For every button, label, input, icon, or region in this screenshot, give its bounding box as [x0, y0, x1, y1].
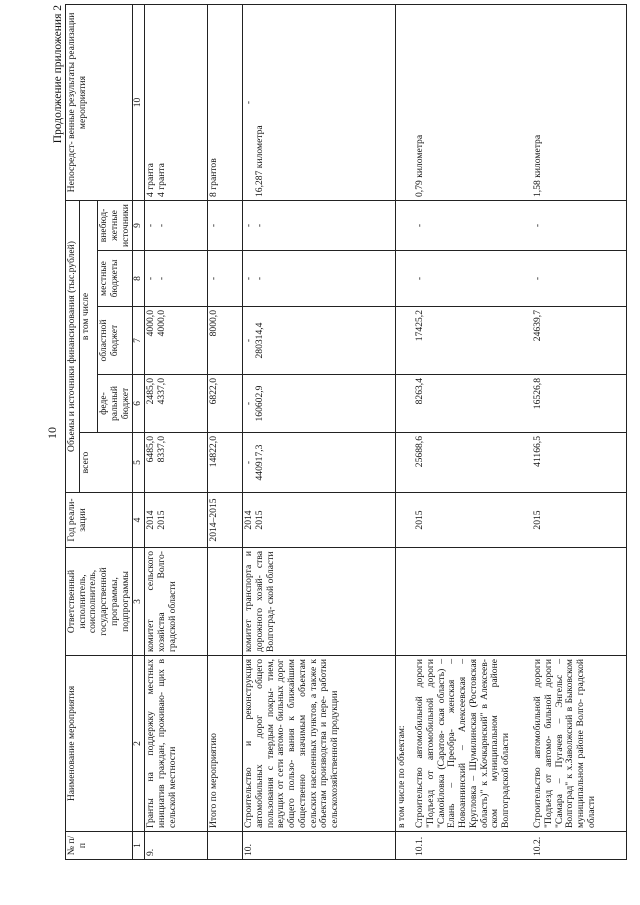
regional-value: 17425,2 [414, 307, 532, 375]
column-number: 6 [133, 375, 145, 433]
row-number [396, 832, 415, 860]
empty-cell [396, 493, 415, 548]
empty-cell [396, 375, 415, 433]
total-value: 440917,3 [253, 444, 265, 481]
empty-cell [396, 200, 415, 250]
column-number: 7 [133, 307, 145, 375]
row-number: 10.2. [532, 832, 627, 860]
page-number: 10 [45, 427, 59, 439]
regional-value: 8000,0 [208, 307, 243, 375]
federal-value: 8263,4 [414, 375, 532, 433]
result-cell [243, 4, 396, 200]
year-value: 2014 [145, 510, 157, 530]
result-value: 16,287 километра [253, 125, 265, 197]
total-cell [145, 433, 208, 493]
federal-value: 4337,0 [155, 378, 167, 405]
result-value: 8 грантов [208, 4, 243, 200]
header-federal: феде- ральный бюджет [98, 375, 133, 433]
result-value: 4 гранта [155, 163, 167, 197]
executor [208, 548, 243, 656]
regional-value: - [243, 338, 255, 343]
table-row [414, 4, 532, 859]
regional-value: 24639,7 [532, 307, 627, 375]
year-cell [243, 493, 396, 548]
result-value: 1,58 километра [532, 4, 627, 200]
row-number: 9. [145, 832, 208, 860]
federal-value: 160602,9 [253, 385, 265, 422]
year-value: 2014 [243, 510, 255, 530]
local-value: - [532, 251, 627, 307]
column-number: 1 [133, 832, 145, 860]
year-value: 2015 [532, 493, 627, 548]
header-extra: внебюд- жетные источники [98, 200, 133, 250]
extra-value: - [155, 223, 167, 228]
result-value: 0,79 километра [414, 4, 532, 200]
federal-value: - [243, 401, 255, 406]
financing-table [65, 4, 627, 860]
regional-cell [145, 307, 208, 375]
extra-value: - [532, 200, 627, 250]
total-value: 25688,6 [414, 433, 532, 493]
header-name: Наименование мероприятия [66, 656, 133, 832]
table-row [532, 4, 627, 859]
empty-cell [396, 307, 415, 375]
total-value: 14822,0 [208, 433, 243, 493]
column-number: 2 [133, 656, 145, 832]
header-results: Непосредст- венные результаты реализации мероприятия [66, 4, 133, 200]
measure-name: в том числе по объектам: [396, 656, 415, 832]
header-no: № п/п [66, 832, 133, 860]
column-number: 4 [133, 493, 145, 548]
header-local: местные бюджеты [98, 251, 133, 307]
extra-cell [145, 200, 208, 250]
header-regional: областной бюджет [98, 307, 133, 375]
year-cell [145, 493, 208, 548]
regional-value: 280314,4 [253, 322, 265, 359]
federal-value: 2485,0 [145, 378, 157, 405]
table-row [145, 4, 208, 859]
header-total: всего [79, 433, 133, 493]
measure-name: Гранты на поддержку местных инициатив граждан, проживаю- щих в сельской местности [145, 656, 208, 832]
row-number [208, 832, 243, 860]
local-value: - [253, 276, 265, 281]
measure-name: Строительство автомобильной дороги "Подъезд от автомобильной дороги "Самойловка (Саратов- ская область) – Елань – Преобра- женская – Новоаннинский – Алексеевская – Кругловка – Шумилинская (Ростовская область)" к х.Кочкарнский" в Алексеев- ском муниципальном районе Волгоградской области [414, 656, 532, 832]
regional-value: 4000,0 [155, 310, 167, 337]
measure-name: Строительство автомобильной дороги "Подъезд от автомо- бильной дороги "Самара – Пугачев – Энгельс – Волгоград" к х.Заволжский в Быковском муниципальном районе Волго- градской области [532, 656, 627, 832]
federal-cell [145, 375, 208, 433]
total-value: - [243, 460, 255, 465]
table-row [396, 4, 415, 859]
header-executor: Ответственный исполнитель, соисполнитель, государственной программы, подпрограммы [66, 548, 133, 656]
extra-cell [243, 200, 396, 250]
local-cell [243, 251, 396, 307]
local-value: - [208, 251, 243, 307]
extra-value: - [253, 223, 265, 228]
header-financing: Объемы и источники финансирования (тыс.рублей) [66, 200, 80, 492]
empty-cell [396, 548, 415, 656]
regional-cell [243, 307, 396, 375]
year-value: 2015 [414, 493, 532, 548]
header-including: в том числе [79, 200, 97, 432]
local-value: - [155, 276, 167, 281]
executor [414, 548, 532, 656]
federal-cell [243, 375, 396, 433]
column-number: 8 [133, 251, 145, 307]
federal-value: 6822,0 [208, 375, 243, 433]
row-number: 10. [243, 832, 396, 860]
federal-value: 16526,8 [532, 375, 627, 433]
table-row [208, 4, 243, 859]
extra-value: - [414, 200, 532, 250]
column-number: 3 [133, 548, 145, 656]
extra-value: - [208, 200, 243, 250]
result-value: 4 гранта [145, 163, 157, 197]
executor: комитет транспорта и дорожного хозяй- ства Волгоград- ской области [243, 548, 396, 656]
total-value: 6485,0 [145, 436, 157, 463]
executor: комитет сельского хозяйства Волго- градской области [145, 548, 208, 656]
row-number: 10.1. [414, 832, 532, 860]
total-value: 41166,5 [532, 433, 627, 493]
column-number: 9 [133, 200, 145, 250]
measure-name: Строительство и реконструкция автомобильных дорог общего пользования с твердым покры- тием, ведущих от сети автомо- бильных дорог общего пользо- вания к ближайшим общественно значимым объектам сельских населенных пунктов, а также к объектам производства и пере- работки сельскохозяйственной продукции [243, 656, 396, 832]
executor [532, 548, 627, 656]
measure-name: Итого по мероприятию [208, 656, 243, 832]
local-value: - [145, 276, 157, 281]
empty-cell [396, 433, 415, 493]
total-value: 8337,0 [155, 436, 167, 463]
result-value: - [243, 100, 255, 105]
local-value: - [414, 251, 532, 307]
continuation-caption: Продолжение приложения 2 [52, 5, 64, 144]
header-year: Год реали- зации [66, 493, 133, 548]
column-number: 10 [133, 4, 145, 200]
extra-value: - [145, 223, 157, 228]
empty-cell [396, 251, 415, 307]
year-value: 2014–2015 [208, 493, 243, 548]
local-cell [145, 251, 208, 307]
year-value: 2015 [155, 510, 167, 530]
table-row [243, 4, 396, 859]
local-value: - [243, 276, 255, 281]
regional-value: 4000,0 [145, 310, 157, 337]
column-number: 5 [133, 433, 145, 493]
result-cell [145, 4, 208, 200]
total-cell [243, 433, 396, 493]
document-sheet [45, 5, 597, 860]
extra-value: - [243, 223, 255, 228]
year-value: 2015 [253, 510, 265, 530]
empty-cell [396, 4, 415, 200]
